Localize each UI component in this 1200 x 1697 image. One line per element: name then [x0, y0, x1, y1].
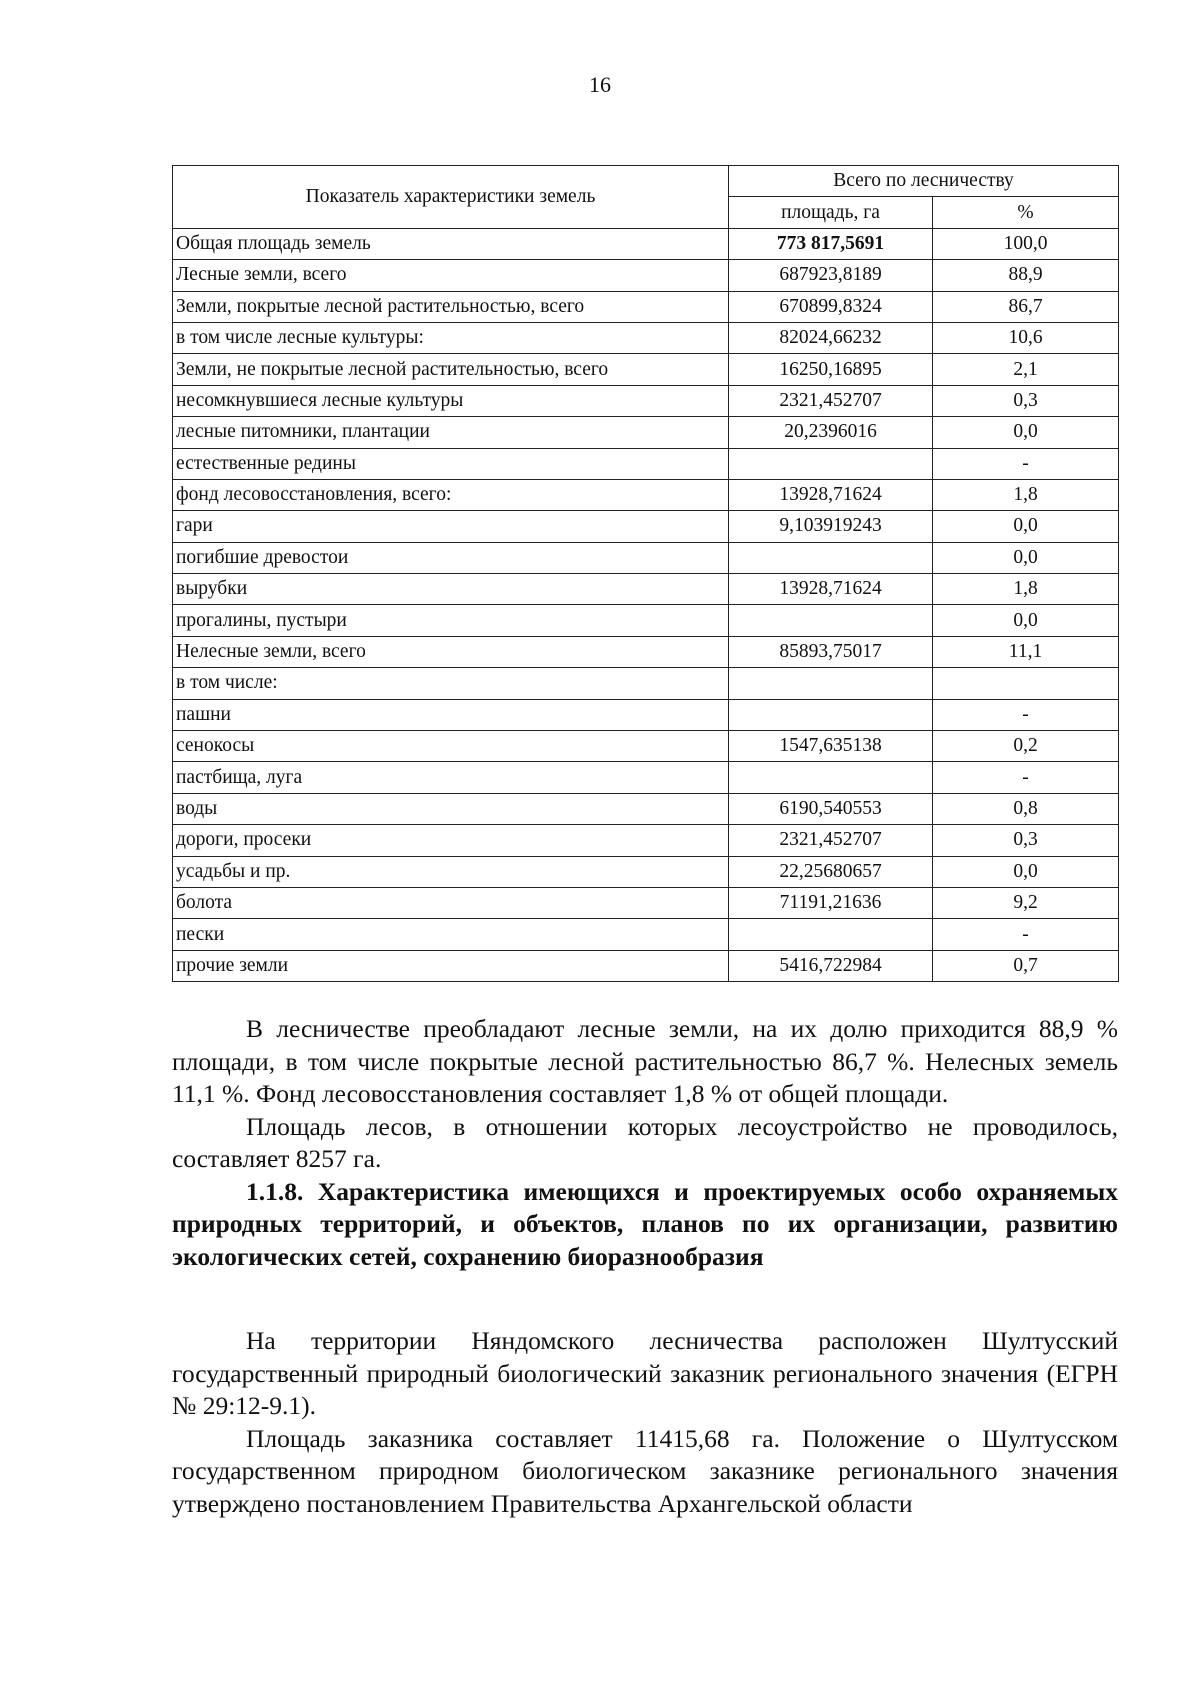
table-row [173, 887, 1119, 918]
row-area: 13928,71624 [729, 479, 933, 510]
row-label: Общая площадь земель [173, 228, 729, 259]
table-row [173, 228, 1119, 259]
row-area [729, 668, 933, 699]
row-area [729, 919, 933, 950]
row-label: лесные питомники, плантации [173, 417, 729, 448]
table-row [173, 385, 1119, 416]
row-area: 82024,66232 [729, 322, 933, 353]
row-area: 2321,452707 [729, 385, 933, 416]
row-area: 2321,452707 [729, 825, 933, 856]
table-row [173, 950, 1119, 981]
page-number: 16 [589, 72, 611, 97]
header-total-forestry: Всего по лесничеству [729, 166, 1119, 197]
land-characteristics-table [172, 165, 1119, 982]
row-percent: 11,1 [933, 636, 1119, 667]
row-percent: 0,0 [933, 417, 1119, 448]
header-area: площадь, га [729, 197, 933, 228]
row-percent: - [933, 762, 1119, 793]
paragraph-reserve-location: На территории Няндомского лесничества расположен Шултусский государственный природный биологический заказник регионального значения (ЕГРН № 29:12-9.1). [172, 1326, 1118, 1420]
row-label: фонд лесовосстановления, всего: [173, 479, 729, 510]
row-label: пастбища, луга [173, 762, 729, 793]
paragraph-forest-lands: В лесничестве преобладают лесные земли, на их долю приходится 88,9 % площади, в том числе покрытые лесной растительностью 86,7 %. Нелесных земель 11,1 %. Фонд лесовосстановления составляет 1,8 % от общей площади. [172, 1014, 1118, 1108]
row-percent: 88,9 [933, 260, 1119, 291]
table-row [173, 699, 1119, 730]
table-row [173, 793, 1119, 824]
row-area [729, 762, 933, 793]
row-percent: 0,7 [933, 950, 1119, 981]
row-percent: 1,8 [933, 479, 1119, 510]
row-area [729, 605, 933, 636]
row-percent: 0,2 [933, 731, 1119, 762]
row-area: 20,2396016 [729, 417, 933, 448]
row-label: болота [173, 887, 729, 918]
row-percent [933, 668, 1119, 699]
row-label: прогалины, пустыри [173, 605, 729, 636]
row-percent: 86,7 [933, 291, 1119, 322]
table-row [173, 825, 1119, 856]
row-area: 5416,722984 [729, 950, 933, 981]
table-row [173, 260, 1119, 291]
row-percent: 2,1 [933, 354, 1119, 385]
table-row [173, 668, 1119, 699]
row-area: 1547,635138 [729, 731, 933, 762]
row-area: 16250,16895 [729, 354, 933, 385]
row-label: усадьбы и пр. [173, 856, 729, 887]
body-text-continued [172, 1325, 1118, 1520]
paragraph-reserve-area: Площадь заказника составляет 11415,68 га. Положение о Шултусском государственном природном биологическом заказнике регионального значения утверждено постановлением Правительства Архангельской области [172, 1423, 1118, 1518]
row-area: 773 817,5691 [729, 228, 933, 259]
row-area: 9,103919243 [729, 511, 933, 542]
table-row [173, 479, 1119, 510]
body-text [172, 1013, 1118, 1273]
row-label: Лесные земли, всего [173, 260, 729, 291]
row-percent: 100,0 [933, 228, 1119, 259]
row-percent: 0,3 [933, 825, 1119, 856]
header-percent: % [933, 197, 1119, 228]
row-label: воды [173, 793, 729, 824]
row-percent: 10,6 [933, 322, 1119, 353]
table-row [173, 542, 1119, 573]
row-percent: - [933, 919, 1119, 950]
table-row [173, 762, 1119, 793]
row-area: 13928,71624 [729, 574, 933, 605]
table-row [173, 354, 1119, 385]
section-heading-1-1-8: 1.1.8. Характеристика имеющихся и проектируемых особо охраняемых природных территорий, и объектов, планов по их организации, развитию экологических сетей, сохранению биоразнообразия [172, 1176, 1118, 1271]
table-row [173, 322, 1119, 353]
row-label: Земли, покрытые лесной растительностью, всего [173, 291, 729, 322]
paragraph-unsurveyed-forests: Площадь лесов, в отношении которых лесоустройство не проводилось, составляет 8257 га. [172, 1111, 1118, 1173]
table-row [173, 417, 1119, 448]
table-row [173, 605, 1119, 636]
row-area: 85893,75017 [729, 636, 933, 667]
row-area [729, 699, 933, 730]
row-area: 670899,8324 [729, 291, 933, 322]
header-indicator: Показатель характеристики земель [173, 166, 729, 229]
table-header [173, 166, 1119, 229]
row-percent: 1,8 [933, 574, 1119, 605]
row-label: несомкнувшиеся лесные культуры [173, 385, 729, 416]
row-label: Нелесные земли, всего [173, 636, 729, 667]
row-area: 687923,8189 [729, 260, 933, 291]
row-label: прочие земли [173, 950, 729, 981]
row-label: сенокосы [173, 731, 729, 762]
table-row [173, 511, 1119, 542]
row-percent: 0,8 [933, 793, 1119, 824]
row-area: 71191,21636 [729, 887, 933, 918]
table-row [173, 291, 1119, 322]
row-percent: 9,2 [933, 887, 1119, 918]
row-label: вырубки [173, 574, 729, 605]
row-area [729, 448, 933, 479]
table-row [173, 574, 1119, 605]
row-label: в том числе лесные культуры: [173, 322, 729, 353]
row-area: 22,25680657 [729, 856, 933, 887]
row-percent: 0,3 [933, 385, 1119, 416]
row-percent: - [933, 699, 1119, 730]
row-area: 6190,540553 [729, 793, 933, 824]
row-label: гари [173, 511, 729, 542]
row-area [729, 542, 933, 573]
row-label: пашни [173, 699, 729, 730]
row-percent: - [933, 448, 1119, 479]
row-label: естественные редины [173, 448, 729, 479]
row-percent: 0,0 [933, 856, 1119, 887]
table-row [173, 448, 1119, 479]
row-label: дороги, просеки [173, 825, 729, 856]
row-percent: 0,0 [933, 605, 1119, 636]
row-label: Земли, не покрытые лесной растительностью, всего [173, 354, 729, 385]
table-body [173, 228, 1119, 981]
row-label: пески [173, 919, 729, 950]
table-row [173, 919, 1119, 950]
row-percent: 0,0 [933, 511, 1119, 542]
table-row [173, 636, 1119, 667]
row-label: в том числе: [173, 668, 729, 699]
table-row [173, 731, 1119, 762]
row-label: погибшие древостои [173, 542, 729, 573]
table-row [173, 856, 1119, 887]
row-percent: 0,0 [933, 542, 1119, 573]
